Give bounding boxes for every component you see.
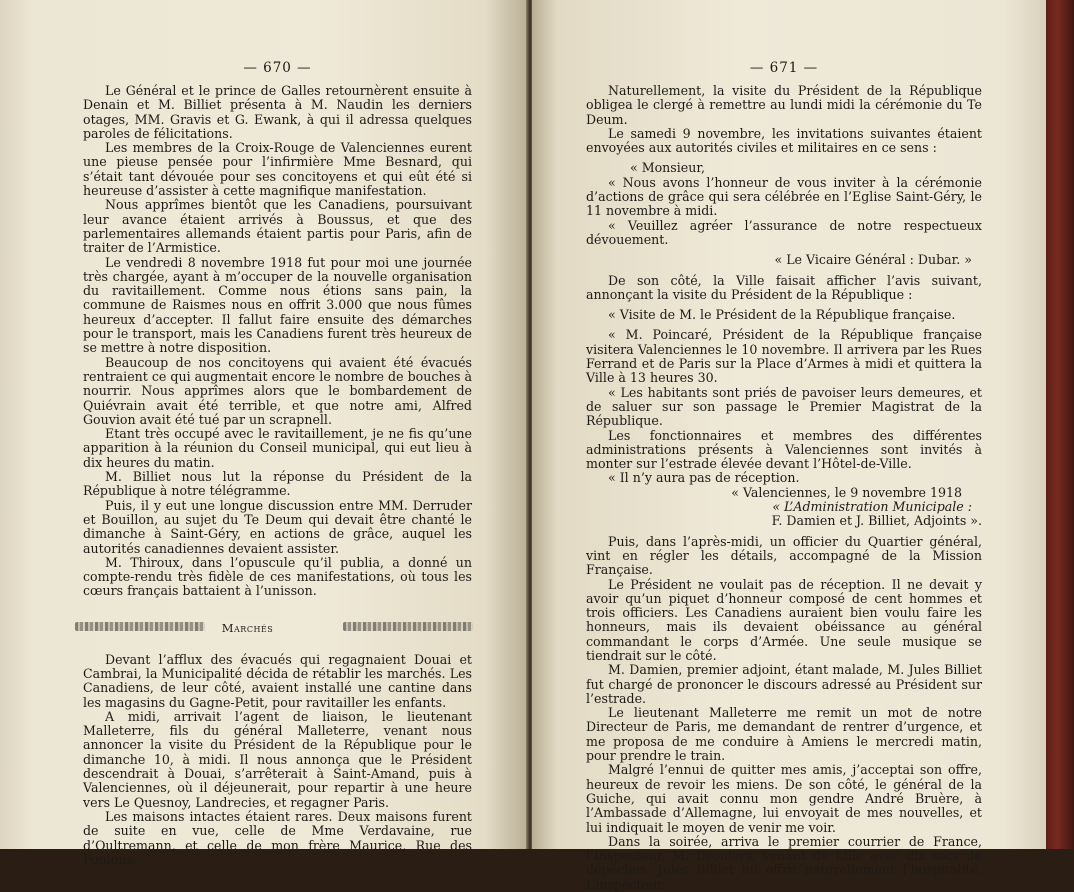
ink-ornament <box>75 622 205 631</box>
paragraph: Beaucoup de nos concitoyens qui avaient été évacués rentraient ce qui augmentait encore le nombre de bouches à nourrir. Nous apprîmes alors que le bombardement de Quiévrain avait été terrible, et que notre ami, Alfred Gouvion avait été tué par un scrapnell. <box>83 354 472 427</box>
page-number: — 671 — <box>749 60 819 76</box>
paragraph: Puis, dans l’après-midi, un officier du Quartier général, vint en régler les détails, accompagné de la Mission Française. <box>586 533 982 578</box>
paragraph: Etant très occupé avec le ravitaillement, je ne fis qu’une apparition à la réunion du Conseil municipal, qui eut lieu à dix heures du matin. <box>83 426 472 470</box>
signature-line: « L’Administration Municipale : <box>772 499 972 515</box>
paragraph: Les maisons intactes étaient rares. Deux maisons furent de suite en vue, celle de Mme Verdavaine, rue d’Oultremann, et celle de mon frère Maurice, Rue des Foulons. <box>83 808 472 867</box>
quote-line: « M. Poincaré, Président de la République française visitera Valenciennes le 10 novembre. Il arrivera par les Rues Ferrand et de Paris sur la Place d’Armes à midi et quittera la Ville à 13 heures 30. <box>586 327 982 386</box>
paragraph: Dans la soirée, arriva le premier courrier de France, l’Inspecteur, M. Droulers, venant de Lille avec dix sacs de dépêches. Jules Billiet lui offrit naturellement l’hospitalité. L’inspecteur <box>586 833 982 892</box>
book-edge <box>1046 0 1074 849</box>
paragraph: Puis, il y eut une longue discussion entre MM. Derruder et Bouillon, au sujet du Te Deum qui devait être chanté le dimanche à Saint-Géry, en actions de grâce, auquel les autorités canadiennes devaient assister. <box>83 497 472 556</box>
paragraph: M. Thiroux, dans l’opuscule qu’il publia, a donné un compte-rendu très fidèle de ces manifestations, où tous les cœurs français battaient à l’unisson. <box>83 554 472 599</box>
paragraph: Le lieutenant Malleterre me remit un mot de notre Directeur de Paris, me demandant de rentrer d’urgence, et me proposa de me conduire à Amiens le mercredi matin, pour prendre le train. <box>586 705 982 764</box>
section-title: Marchés <box>218 621 278 635</box>
paragraph: Le Président ne voulait pas de réception. Il ne devait y avoir qu’un piquet d’honneur composé de cent hommes et trois officiers. Les Canadiens auraient bien voulu faire les honneurs, mais ils devaient obéissance au général commandant le corps d’Armée. Une seule musique se tiendrait sur le côté. <box>586 576 982 663</box>
signature-line: « Valenciennes, le 9 novembre 1918 <box>731 484 962 500</box>
quote-line: « Nous avons l’honneur de vous inviter à la cérémonie d’actions de grâce qui sera célébrée en l’Eglise Saint-Géry, le 11 novembre à midi. <box>586 174 982 219</box>
paragraph: Nous apprîmes bientôt que les Canadiens, poursuivant leur avance étaient arrivés à Boussus, et que des parlementaires allemands étaient partis pour Paris, afin de traiter de l’Armistice. <box>83 197 472 256</box>
ink-ornament <box>343 622 473 631</box>
quote-line: « Veuillez agréer l’assurance de notre respectueux dévouement. <box>586 217 982 247</box>
paragraph: M. Damien, premier adjoint, étant malade, M. Jules Billiet fut chargé de prononcer le discours adressé au Président sur l’estrade. <box>586 662 982 706</box>
paragraph: Le samedi 9 novembre, les invitations suivantes étaient envoyées aux autorités civiles et militaires en ce sens : <box>586 125 982 156</box>
quote-line: « Il n’y aura pas de réception. <box>608 470 800 486</box>
quote-line: Les fonctionnaires et membres des différentes administrations présents à Valenciennes sont invités à monter sur l’estrade élevée devant l’Hôtel-de-Ville. <box>586 427 982 472</box>
quote-line: « Monsieur, <box>630 160 705 176</box>
signature-line: « Le Vicaire Général : Dubar. » <box>774 252 972 268</box>
paragraph: Le vendredi 8 novembre 1918 fut pour moi une journée très chargée, ayant à m’occuper de la nouvelle organisation du ravitaillement. Comme nous étions sans pain, la commune de Raismes nous en offrit 3.000 que nous fûmes heureux d’accepter. Il fallut faire ensuite des démarches pour le transport, mais les Canadiens furent très heureux de se mettre à notre disposition. <box>83 254 472 356</box>
paragraph: A midi, arrivait l’agent de liaison, le lieutenant Malleterre, fils du général Malleterre, venant nous annoncer la visite du Président de la République pour le dimanche 10, à midi. Il nous annonça que le Président descendrait à Douai, s’arrêterait à Saint-Amand, puis à Valenciennes, où il déjeunerait, pour repartir à une heure vers Le Quesnoy, Landrecies, et regagner Paris. <box>83 708 472 810</box>
section-heading <box>83 617 472 639</box>
paragraph: Malgré l’ennui de quitter mes amis, j’acceptai son offre, heureux de revoir les miens. De son côté, le général de la Guiche, qui avait connu mon gendre André Bruère, à l’Ambassade d’Allemagne, lui envoyait de mes nouvelles, et lui indiquait le moyen de venir me voir. <box>586 762 982 835</box>
quote-line: « Visite de M. le Président de la République française. <box>608 307 956 323</box>
quote-line: « Les habitants sont priés de pavoiser leurs demeures, et de saluer sur son passage le Premier Magistrat de la République. <box>586 384 982 429</box>
paragraph: M. Billiet nous lut la réponse du Président de la République à notre télégramme. <box>83 469 472 499</box>
paragraph: Les membres de la Croix-Rouge de Valenciennes eurent une pieuse pensée pour l’infirmière Mme Besnard, qui s’était tant dévouée pour ses concitoyens et qui eût été si heureuse d’assister à cette magnifique manifestation. <box>83 140 472 199</box>
paragraph: Devant l’afflux des évacués qui regagnaient Douai et Cambrai, la Municipalité décida de rétablir les marchés. Les Canadiens, de leur côté, avaient installé une cantine dans les magasins du Gagne-Petit, pour ravitailler les enfants. <box>83 651 472 710</box>
paragraph: Naturellement, la visite du Président de la République obligea le clergé à remettre au lundi midi la cérémonie du Te Deum. <box>586 83 982 127</box>
paragraph: Le Général et le prince de Galles retournèrent ensuite à Denain et M. Billiet présenta à M. Naudin les derniers otages, MM. Gravis et G. Ewank, à qui il adressa quelques paroles de félicitations. <box>83 83 472 141</box>
left-page <box>0 0 528 867</box>
right-page <box>532 0 1046 892</box>
page-number: — 670 — <box>243 60 312 76</box>
signature-line: F. Damien et J. Billiet, Adjoints ». <box>771 513 982 529</box>
paragraph: De son côté, la Ville faisait afficher l’avis suivant, annonçant la visite du Président de la République : <box>586 272 982 302</box>
